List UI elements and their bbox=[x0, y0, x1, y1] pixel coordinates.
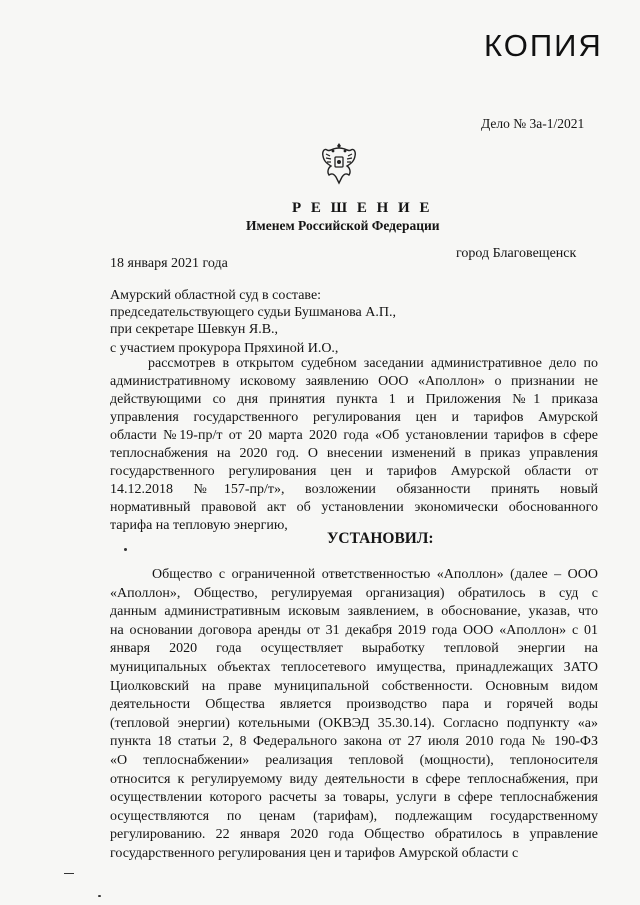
copy-stamp: КОПИЯ bbox=[484, 28, 603, 63]
decision-date: 18 января 2021 года bbox=[110, 256, 228, 271]
paragraph-line: «О теплоснабжении» реализация тепловой (мощности), теплоносителя bbox=[110, 752, 598, 768]
paragraph-line: тарифа на тепловую энергию, bbox=[110, 518, 288, 533]
scan-speck bbox=[124, 548, 127, 551]
russian-coat-of-arms-icon bbox=[318, 140, 360, 186]
paragraph-line: пункта 18 статьи 2, 8 Федерального закона от 27 июля 2010 года № 190-ФЗ bbox=[110, 734, 598, 750]
court-composition-line: с участием прокурора Пряхиной И.О., bbox=[110, 341, 339, 356]
paragraph-line: данным административным исковым заявлением, в обоснование, указав, что bbox=[110, 604, 598, 620]
paragraph-line: на основании договора аренды от 31 декабря 2019 года ООО «Аполлон» с 01 bbox=[110, 622, 598, 638]
paragraph-line: 14.12.2018 №157-пр/т», возложении обязанности принять новый bbox=[110, 482, 598, 497]
paragraph-line: «Аполлон», Общество, регулируемая организация) обратилось в суд с bbox=[110, 585, 598, 601]
paragraph-line: теплоснабжения на 2020 год. О внесении изменений в приказ управления bbox=[110, 446, 598, 461]
paragraph-line: государственного регулирования цен и тарифов Амурской области от bbox=[110, 464, 598, 479]
paragraph-line: управления государственного регулирования цен и тарифов Амурской bbox=[110, 410, 598, 425]
paragraph-line: осуществляются по ценам (тарифам), подлежащим государственному bbox=[110, 808, 598, 824]
paragraph-line: января 2020 года осуществляет выработку тепловой энергии на bbox=[110, 641, 598, 657]
scan-mark bbox=[64, 873, 74, 874]
paragraph-line: муниципальных объектах теплосетевого имущества, принадлежащих ЗАТО bbox=[110, 659, 598, 675]
paragraph-line: действующими со дня принятия пункта 1 и Приложения №1 приказа bbox=[110, 392, 598, 407]
paragraph-line: регулированию. 22 января 2020 года Общество обратилось в управление bbox=[110, 827, 598, 843]
paragraph-line: нормативный правовой акт об установлении экономически обоснованного bbox=[110, 500, 598, 515]
court-composition-line: председательствующего судьи Бушманова А.П., bbox=[110, 305, 396, 320]
paragraph-line: области №19-пр/т от 20 марта 2020 года «Об установлении тарифов в сфере bbox=[110, 428, 598, 443]
section-heading: УСТАНОВИЛ: bbox=[327, 530, 434, 547]
court-composition-line: при секретаре Шевкун Я.В., bbox=[110, 322, 279, 337]
decision-city: город Благовещенск bbox=[456, 246, 577, 261]
paragraph-line: рассмотрев в открытом судебном заседании административное дело по bbox=[148, 356, 598, 371]
paragraph-line: относится к регулируемому виду деятельности в сфере теплоснабжения, при bbox=[110, 771, 598, 787]
scan-speck bbox=[98, 895, 101, 897]
paragraph-line: Циолковский на праве муниципальной собственности. Основным видом bbox=[110, 678, 598, 694]
body-paragraph bbox=[110, 566, 598, 864]
document-subtitle: Именем Российской Федерации bbox=[246, 218, 440, 233]
document-title: Р Е Ш Е Н И Е bbox=[292, 200, 433, 216]
considered-paragraph bbox=[110, 355, 598, 535]
paragraph-line: государственного регулирования цен и тарифов Амурской области с bbox=[110, 845, 519, 861]
paragraph-line: (тепловой энергии) котельными (ОКВЭД 35.30.14). Согласно подпункту «а» bbox=[110, 715, 598, 731]
court-composition-line: Амурский областной суд в составе: bbox=[110, 288, 322, 303]
paragraph-line: административному исковому заявлению ООО «Аполлон» о признании не bbox=[110, 374, 598, 389]
paragraph-line: деятельности Общества является производство пара и горячей воды bbox=[110, 697, 598, 713]
paragraph-line: Общество с ограниченной ответственностью «Аполлон» (далее – ООО bbox=[152, 567, 598, 582]
paragraph-line: осуществлении которого расчеты за товары, услуги в сфере теплоснабжения bbox=[110, 790, 598, 806]
case-number: Дело № 3а-1/2021 bbox=[481, 116, 585, 131]
